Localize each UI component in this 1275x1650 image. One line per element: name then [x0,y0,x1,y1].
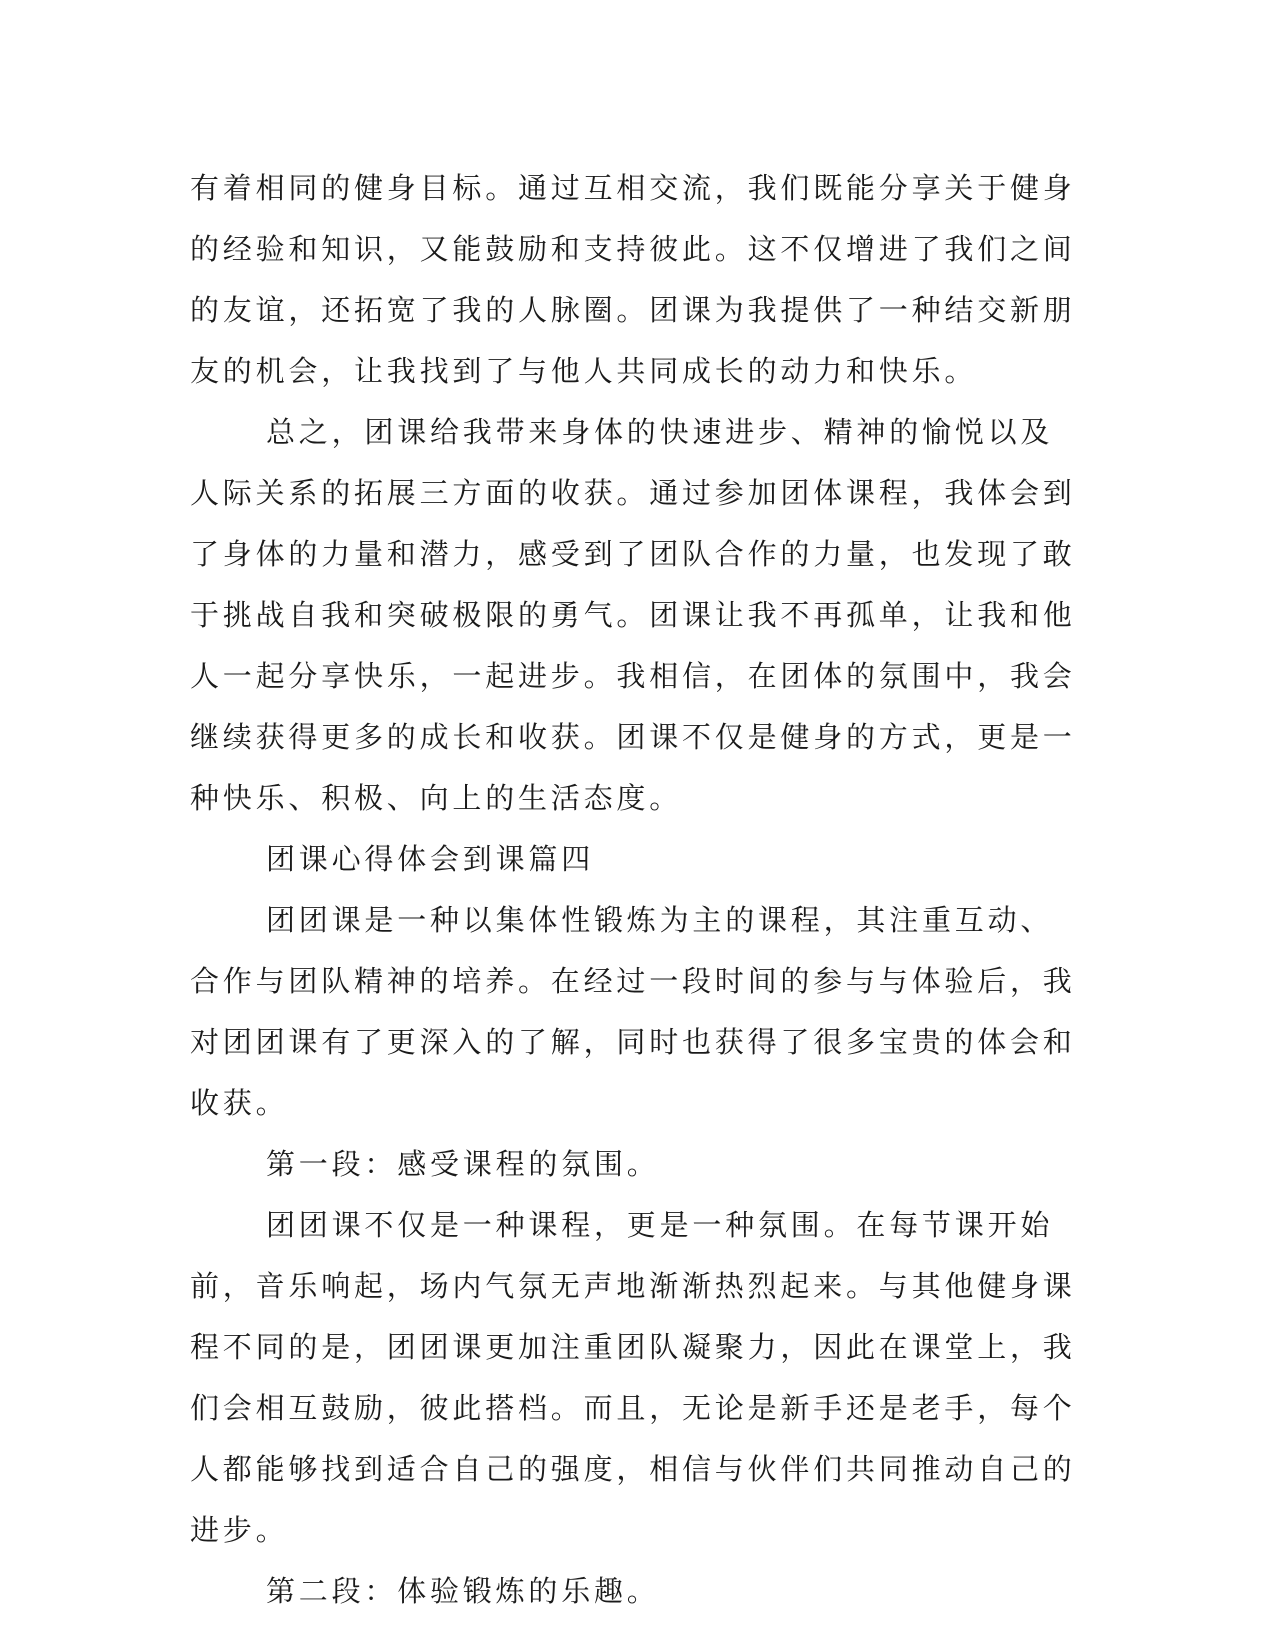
document-body [190,158,1080,1622]
subsection-heading-2: 第二段：体验锻炼的乐趣。 [266,1574,660,1608]
paragraph-atmosphere: 团团课不仅是一种课程，更是一种氛围。在每节课开始前，音乐响起，场内气氛无声地渐渐热烈起来。与其他健身课程不同的是，团团课更加注重团队凝聚力，因此在课堂上，我们会相互鼓励，彼此搭档。而且，无论是新手还是老手，每个人都能够找到适合自己的强度，相信与伙伴们共同推动自己的进步。 [190,1208,1076,1547]
paragraph-continued: 有着相同的健身目标。通过互相交流，我们既能分享关于健身的经验和知识，又能鼓励和支持彼此。这不仅增进了我们之间的友谊，还拓宽了我的人脉圈。团课为我提供了一种结交新朋友的机会，让我找到了与他人共同成长的动力和快乐。 [190,171,1076,388]
section-heading: 团课心得体会到课篇四 [266,842,595,876]
subsection-heading-1: 第一段：感受课程的氛围。 [266,1147,660,1181]
paragraph-intro: 团团课是一种以集体性锻炼为主的课程，其注重互动、合作与团队精神的培养。在经过一段时间的参与与体验后，我对团团课有了更深入的了解，同时也获得了很多宝贵的体会和收获。 [190,903,1076,1120]
paragraph-summary: 总之，团课给我带来身体的快速进步、精神的愉悦以及人际关系的拓展三方面的收获。通过参加团体课程，我体会到了身体的力量和潜力，感受到了团队合作的力量，也发现了敢于挑战自我和突破极限的勇气。团课让我不再孤单，让我和他人一起分享快乐，一起进步。我相信，在团体的氛围中，我会继续获得更多的成长和收获。团课不仅是健身的方式，更是一种快乐、积极、向上的生活态度。 [190,415,1076,815]
